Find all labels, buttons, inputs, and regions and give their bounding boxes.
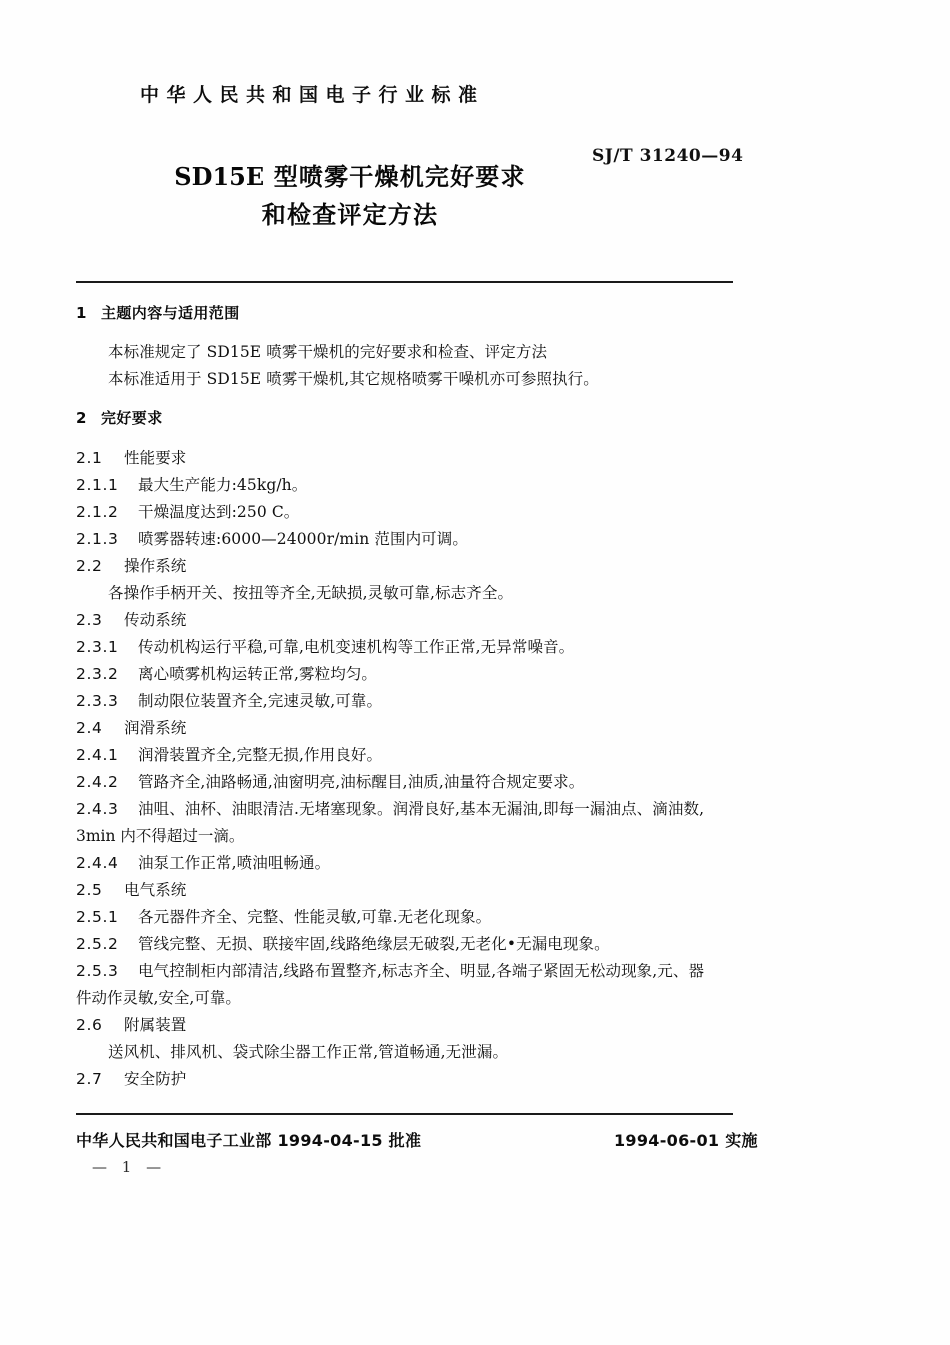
clause-2-5-2 [76,931,736,958]
clause-2-6-text: 附属装置 [124,1016,187,1034]
clause-2-3-3-number: 2.3.3 [76,692,119,710]
clause-2-5-number: 2.5 [76,881,103,899]
section-1-number: 1 [76,304,87,322]
clause-2-3-text: 传动系统 [124,611,187,629]
clause-2-4-4-number: 2.4.4 [76,854,119,872]
title-line-1 [60,158,640,196]
clause-2-4-2-text: 管路齐全,油路畅通,油窗明亮,油标醒目,油质,油量符合规定要求。 [138,773,585,791]
clause-2-4-1-number: 2.4.1 [76,746,119,764]
clause-2-5-3 [76,958,736,985]
clause-2-3-1-number: 2.3.1 [76,638,119,656]
clause-2-1-text: 性能要求 [124,449,187,467]
clause-2-5-1-number: 2.5.1 [76,908,119,926]
title-model-code: SD15E [174,162,265,191]
clause-2-5-3-continuation: 件动作灵敏,安全,可靠。 [76,989,241,1007]
clause-2-4-3 [76,796,736,823]
clause-2-4-1-text: 润滑装置齐全,完整无损,作用良好。 [138,746,383,764]
clause-2-1-1 [76,472,736,499]
standard-header-line: 中华人民共和国电子行业标准 [140,84,485,106]
approval-statement: 中华人民共和国电子工业部 1994-04-15 批准 [76,1131,422,1150]
section-1-paragraph-2: 本标准适用于 SD15E 喷雾干燥机,其它规格喷雾干噪机亦可参照执行。 [108,370,599,388]
clause-2-3-2 [76,661,736,688]
section-1-paragraph-1: 本标准规定了 SD15E 喷雾干燥机的完好要求和检查、评定方法 [108,343,548,361]
clause-2-2-paragraph: 各操作手柄开关、按扭等齐全,无缺损,灵敏可靠,标志齐全。 [108,584,514,602]
clause-2-4-4 [76,850,736,877]
clause-2-1-3-number: 2.1.3 [76,530,119,548]
title-line-2: 和检查评定方法 [261,201,439,229]
clause-2-4-3-text: 油咀、油杯、油眼清洁.无堵塞现象。润滑良好,基本无漏油,即每一漏油点、滴油数, [138,800,705,818]
clause-2-1-3-text: 喷雾器转速:6000—24000r/min 范围内可调。 [138,530,468,548]
clause-2-2 [76,553,736,580]
clause-2-1-2-text: 干燥温度达到:250 C。 [138,503,300,521]
clause-2-4-number: 2.4 [76,719,103,737]
section-1-title: 主题内容与适用范围 [101,304,240,322]
clause-2-7-text: 安全防护 [124,1070,187,1088]
clause-2-3-2-text: 离心喷雾机构运转正常,雾粒均匀。 [138,665,378,683]
section-2-heading [76,405,736,432]
clause-2-5-text: 电气系统 [124,881,187,899]
clause-2-6 [76,1012,736,1039]
clause-2-4-2 [76,769,736,796]
header-divider-rule [76,281,733,283]
clause-2-6-paragraph: 送风机、排风机、袋式除尘器工作正常,管道畅通,无泄漏。 [108,1043,509,1061]
clause-2-4-1 [76,742,736,769]
clause-2-4-3-number: 2.4.3 [76,800,119,818]
clause-2-1-3 [76,526,736,553]
clause-2-1-2 [76,499,736,526]
clause-2-3-3-text: 制动限位装置齐全,完速灵敏,可靠。 [138,692,383,710]
clause-2-6-number: 2.6 [76,1016,103,1034]
clause-2-4-4-text: 油泵工作正常,喷油咀畅通。 [138,854,331,872]
clause-2-1-number: 2.1 [76,449,103,467]
clause-2-1-1-number: 2.1.1 [76,476,119,494]
clause-2-5-3-number: 2.5.3 [76,962,119,980]
footer-divider-rule [76,1113,733,1115]
section-2-title: 完好要求 [101,409,163,427]
clause-2-5-1-text: 各元器件齐全、完整、性能灵敏,可靠.无老化现象。 [138,908,492,926]
clause-2-7 [76,1066,736,1093]
clause-2-7-number: 2.7 [76,1070,103,1088]
clause-2-5-2-text: 管线完整、无损、联接牢固,线路绝缘层无破裂,无老化•无漏电现象。 [138,935,610,953]
clause-2-4-text: 润滑系统 [124,719,187,737]
clause-2-5-2-number: 2.5.2 [76,935,119,953]
clause-2-4-2-number: 2.4.2 [76,773,119,791]
clause-2-3-2-number: 2.3.2 [76,665,119,683]
clause-2-5-3-text: 电气控制柜内部清洁,线路布置整齐,标志齐全、明显,各端子紧固无松动现象,元、器 [138,962,705,980]
clause-2-2-number: 2.2 [76,557,103,575]
clause-2-4-3-continuation: 3min 内不得超过一滴。 [76,827,245,845]
document-body [76,300,736,1093]
clause-2-3-3 [76,688,736,715]
clause-2-5 [76,877,736,904]
page-number: — 1 — [92,1158,167,1176]
section-2-number: 2 [76,409,87,427]
effective-date: 1994-06-01 实施 [614,1131,758,1150]
clause-2-1-1-text: 最大生产能力:45kg/h。 [138,476,308,494]
document-title [60,158,640,234]
clause-2-3 [76,607,736,634]
clause-2-3-1-text: 传动机构运行平稳,可靠,电机变速机构等工作正常,无异常噪音。 [138,638,575,656]
clause-2-3-1 [76,634,736,661]
clause-2-2-text: 操作系统 [124,557,187,575]
clause-2-4 [76,715,736,742]
clause-2-5-1 [76,904,736,931]
standard-number: SJ/T 31240—94 [592,146,744,166]
title-line-1-rest: 型喷雾干燥机完好要求 [273,163,526,191]
clause-2-1-2-number: 2.1.2 [76,503,119,521]
clause-2-3-number: 2.3 [76,611,103,629]
clause-2-1 [76,445,736,472]
section-1-heading [76,300,736,327]
